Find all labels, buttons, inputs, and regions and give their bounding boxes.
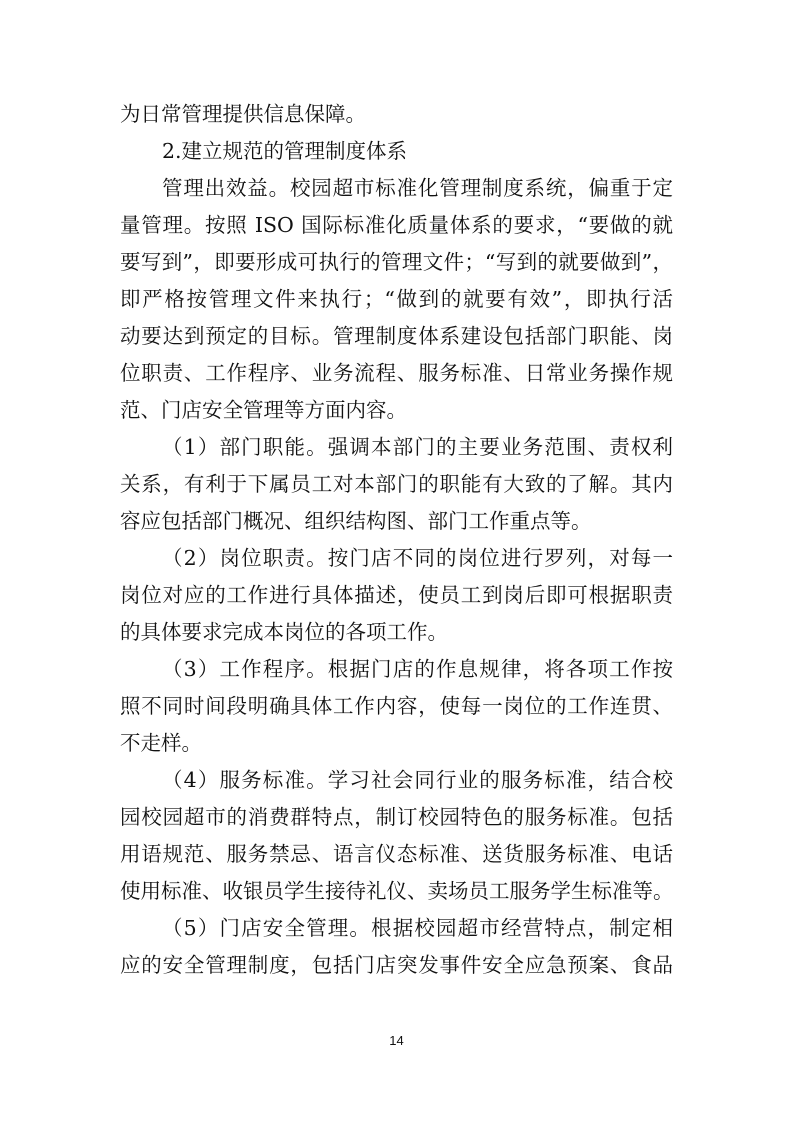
paragraph-line: 即严格按管理文件来执行；“做到的就要有效”，即执行活 bbox=[120, 287, 673, 311]
paragraph-line: 照不同时间段明确具体工作内容，使每一岗位的工作连贯、 bbox=[120, 694, 673, 718]
paragraph-line: 范、门店安全管理等方面内容。 bbox=[120, 398, 407, 422]
paragraph-line: 园校园超市的消费群特点，制订校园特色的服务标准。包括 bbox=[120, 805, 673, 829]
paragraph-line: 关系，有利于下属员工对本部门的职能有大致的了解。其内 bbox=[120, 472, 673, 496]
section-heading: 2.建立规范的管理制度体系 bbox=[162, 139, 408, 163]
paragraph-line: （4）服务标准。学习社会同行业的服务标准，结合校 bbox=[162, 768, 673, 792]
paragraph-line: 的具体要求完成本岗位的各项工作。 bbox=[120, 620, 448, 644]
paragraph-line: 动要达到预定的目标。管理制度体系建设包括部门职能、岗 bbox=[120, 324, 673, 348]
paragraph-line: （2）岗位职责。按门店不同的岗位进行罗列，对每一 bbox=[162, 546, 673, 570]
paragraph-line: （5）门店安全管理。根据校园超市经营特点，制定相 bbox=[162, 916, 673, 940]
paragraph-line: 用语规范、服务禁忌、语言仪态标准、送货服务标准、电话 bbox=[120, 842, 673, 866]
paragraph-line: 管理出效益。校园超市标准化管理制度系统，偏重于定 bbox=[162, 176, 673, 200]
paragraph-line: 应的安全管理制度，包括门店突发事件安全应急预案、食品 bbox=[120, 953, 673, 977]
paragraph-line: （1）部门职能。强调本部门的主要业务范围、责权利 bbox=[162, 435, 673, 459]
paragraph-line: 量管理。按照 ISO 国际标准化质量体系的要求，“要做的就 bbox=[120, 213, 673, 237]
paragraph-line: 为日常管理提供信息保障。 bbox=[120, 102, 366, 126]
paragraph-line: 容应包括部门概况、组织结构图、部门工作重点等。 bbox=[120, 509, 592, 533]
paragraph-line: 使用标准、收银员学生接待礼仪、卖场员工服务学生标准等。 bbox=[120, 879, 674, 903]
page-number: 14 bbox=[389, 1033, 404, 1048]
body-text bbox=[120, 96, 673, 984]
paragraph-line: （3）工作程序。根据门店的作息规律，将各项工作按 bbox=[162, 657, 673, 681]
paragraph-line: 位职责、工作程序、业务流程、服务标准、日常业务操作规 bbox=[120, 361, 673, 385]
paragraph-line: 要写到”，即要形成可执行的管理文件；“写到的就要做到”， bbox=[120, 250, 673, 274]
paragraph-line: 不走样。 bbox=[120, 731, 202, 755]
paragraph-line: 岗位对应的工作进行具体描述，使员工到岗后即可根据职责 bbox=[120, 583, 673, 607]
